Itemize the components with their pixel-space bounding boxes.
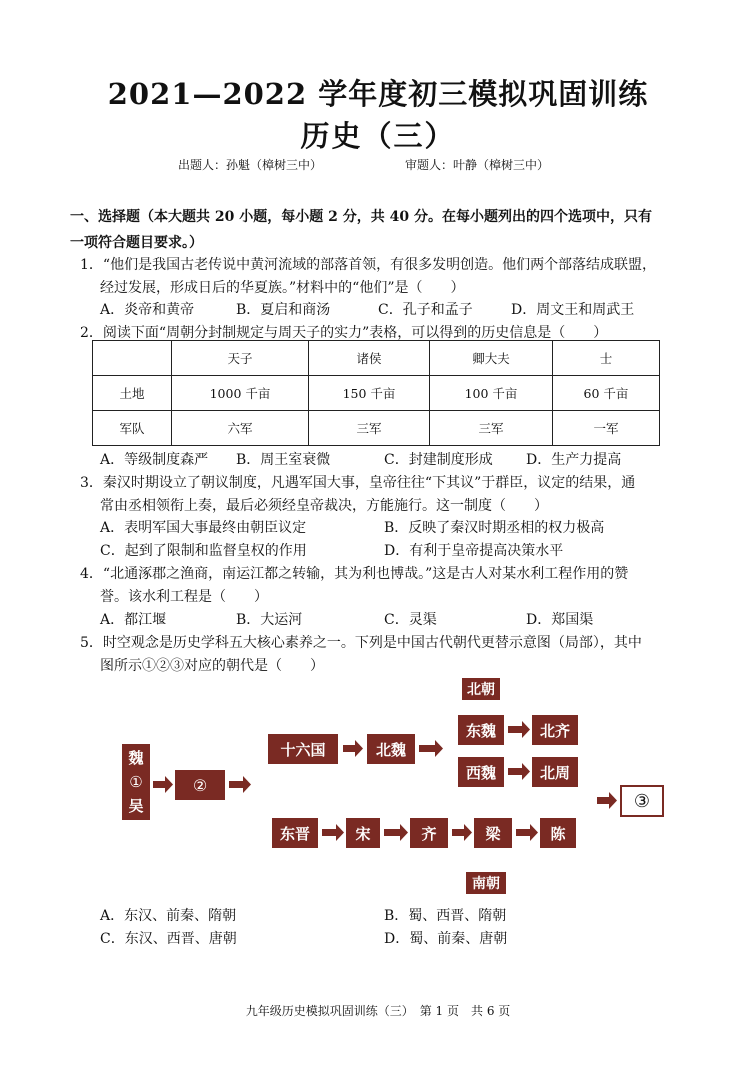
q3-option-b: B．反映了秦汉时期丞相的权力极高: [384, 520, 605, 536]
arrow-icon: [419, 740, 443, 757]
arrow-icon: [516, 824, 538, 841]
arrow-icon: [384, 824, 408, 841]
q1-stem: 1．“他们是我国古老传说中黄河流域的部落首领，有很多发明创造。他们两个部落结成联盟，: [80, 257, 657, 273]
arrow-icon: [153, 776, 173, 793]
table-cell: 三军: [309, 411, 430, 446]
blank-2-box: ②: [175, 770, 225, 800]
page-title: 2021—2022 学年度初三模拟巩固训练: [107, 77, 649, 111]
table-cell: 60 千亩: [553, 376, 660, 411]
table-cell: 卿大夫: [430, 341, 553, 376]
kingdom-wu: 吴: [128, 797, 144, 815]
q1-option-a: A．炎帝和黄帝: [100, 302, 195, 318]
table-cell: 士: [553, 341, 660, 376]
q1-option-d: D．周文王和周武王: [511, 302, 635, 318]
q5-stem: 5．时空观念是历史学科五大核心素养之一。下列是中国古代朝代更替示意图（局部），其中: [80, 635, 642, 651]
q5-option-b: B．蜀、西晋、隋朝: [384, 908, 507, 924]
northern-wei-box: 北魏: [367, 734, 415, 764]
eastern-jin-box: 东晋: [272, 818, 318, 848]
arrow-icon: [597, 792, 617, 809]
q3-option-c: C．起到了限制和监督皇权的作用: [100, 543, 307, 559]
q4-option-a: A．都江堰: [100, 612, 167, 628]
table-cell: 1000 千亩: [172, 376, 309, 411]
northern-qi-box: 北齐: [532, 715, 578, 745]
blank-3-box: ③: [620, 785, 664, 817]
south-dynasties-label: 南朝: [466, 872, 506, 894]
q4-option-c: C．灵渠: [384, 612, 437, 628]
page-footer: 九年级历史模拟巩固训练（三） 第 1 页 共 6 页: [245, 1004, 511, 1018]
q2-option-a: A．等级制度森严: [100, 452, 209, 468]
table-cell: 六军: [172, 411, 309, 446]
q3-stem: 3．秦汉时期设立了朝议制度，凡遇军国大事，皇帝往往“下其议”于群臣，议定的结果，通: [80, 475, 636, 491]
blank-1: ①: [129, 773, 143, 791]
arrow-icon: [322, 824, 344, 841]
arrow-icon: [508, 763, 530, 780]
q3-option-d: D．有利于皇帝提高决策水平: [384, 543, 564, 559]
table-cell: 三军: [430, 411, 553, 446]
q2-stem: 2．阅读下面“周朝分封制规定与周天子的实力”表格，可以得到的历史信息是（ ）: [80, 325, 608, 341]
q3-option-a: A．表明军国大事最终由朝臣议定: [100, 520, 307, 536]
q1-stem-cont: 经过发展，形成日后的华夏族。”材料中的“他们”是（ ）: [100, 280, 465, 296]
table-cell: 天子: [172, 341, 309, 376]
q5-option-a: A．东汉、前秦、隋朝: [100, 908, 237, 924]
table-cell: 100 千亩: [430, 376, 553, 411]
eastern-wei-box: 东魏: [458, 715, 504, 745]
arrow-icon: [452, 824, 472, 841]
table-cell: 诸侯: [309, 341, 430, 376]
q4-stem-cont: 誉。该水利工程是（ ）: [100, 589, 268, 605]
arrow-icon: [343, 740, 363, 757]
q4-stem: 4．“北通涿郡之渔商，南运江都之转输，其为利也博哉。”这是古人对某水利工程作用的赞: [80, 566, 629, 582]
setter-credit: 出题人：孙魁（樟树三中）: [178, 158, 323, 172]
arrow-icon: [508, 721, 530, 738]
reviewer-credit: 审题人：叶静（樟树三中）: [405, 158, 550, 172]
page-subtitle: 历史（三）: [300, 119, 456, 153]
q5-option-c: C．东汉、西晋、唐朝: [100, 931, 237, 947]
q4-option-b: B．大运河: [236, 612, 303, 628]
q2-option-d: D．生产力提高: [526, 452, 622, 468]
table-cell: 一军: [553, 411, 660, 446]
q2-option-b: B．周王室衰微: [236, 452, 331, 468]
table-cell: 150 千亩: [309, 376, 430, 411]
section-instructions: （本大题共 20 小题，每小题 2 分，共 40 分。在每小题列出的四个选项中，只有: [140, 209, 652, 225]
arrow-icon: [229, 776, 251, 793]
table-cell: 土地: [93, 376, 172, 411]
song-box: 宋: [346, 818, 380, 848]
q1-option-c: C．孔子和孟子: [378, 302, 473, 318]
north-dynasties-label: 北朝: [462, 678, 500, 700]
q2-option-c: C．封建制度形成: [384, 452, 493, 468]
q5-option-d: D．蜀、前秦、唐朝: [384, 931, 508, 947]
q4-option-d: D．郑国渠: [526, 612, 594, 628]
table-cell: 军队: [93, 411, 172, 446]
northern-zhou-box: 北周: [532, 757, 578, 787]
q5-stem-cont: 图所示①②③对应的朝代是（ ）: [100, 658, 324, 674]
chen-box: 陈: [540, 818, 576, 848]
q1-option-b: B．夏启和商汤: [236, 302, 331, 318]
section-title: 一、选择题: [70, 209, 140, 225]
liang-box: 梁: [474, 818, 512, 848]
kingdom-wei: 魏: [128, 749, 144, 767]
section-instructions-cont: 一项符合题目要求。）: [70, 235, 203, 251]
western-wei-box: 西魏: [458, 757, 504, 787]
qi-box: 齐: [410, 818, 448, 848]
sixteen-kingdoms-box: 十六国: [268, 734, 338, 764]
q3-stem-cont: 常由丞相领衔上奏，最后必须经皇帝裁决，方能施行。这一制度（ ）: [100, 498, 548, 514]
